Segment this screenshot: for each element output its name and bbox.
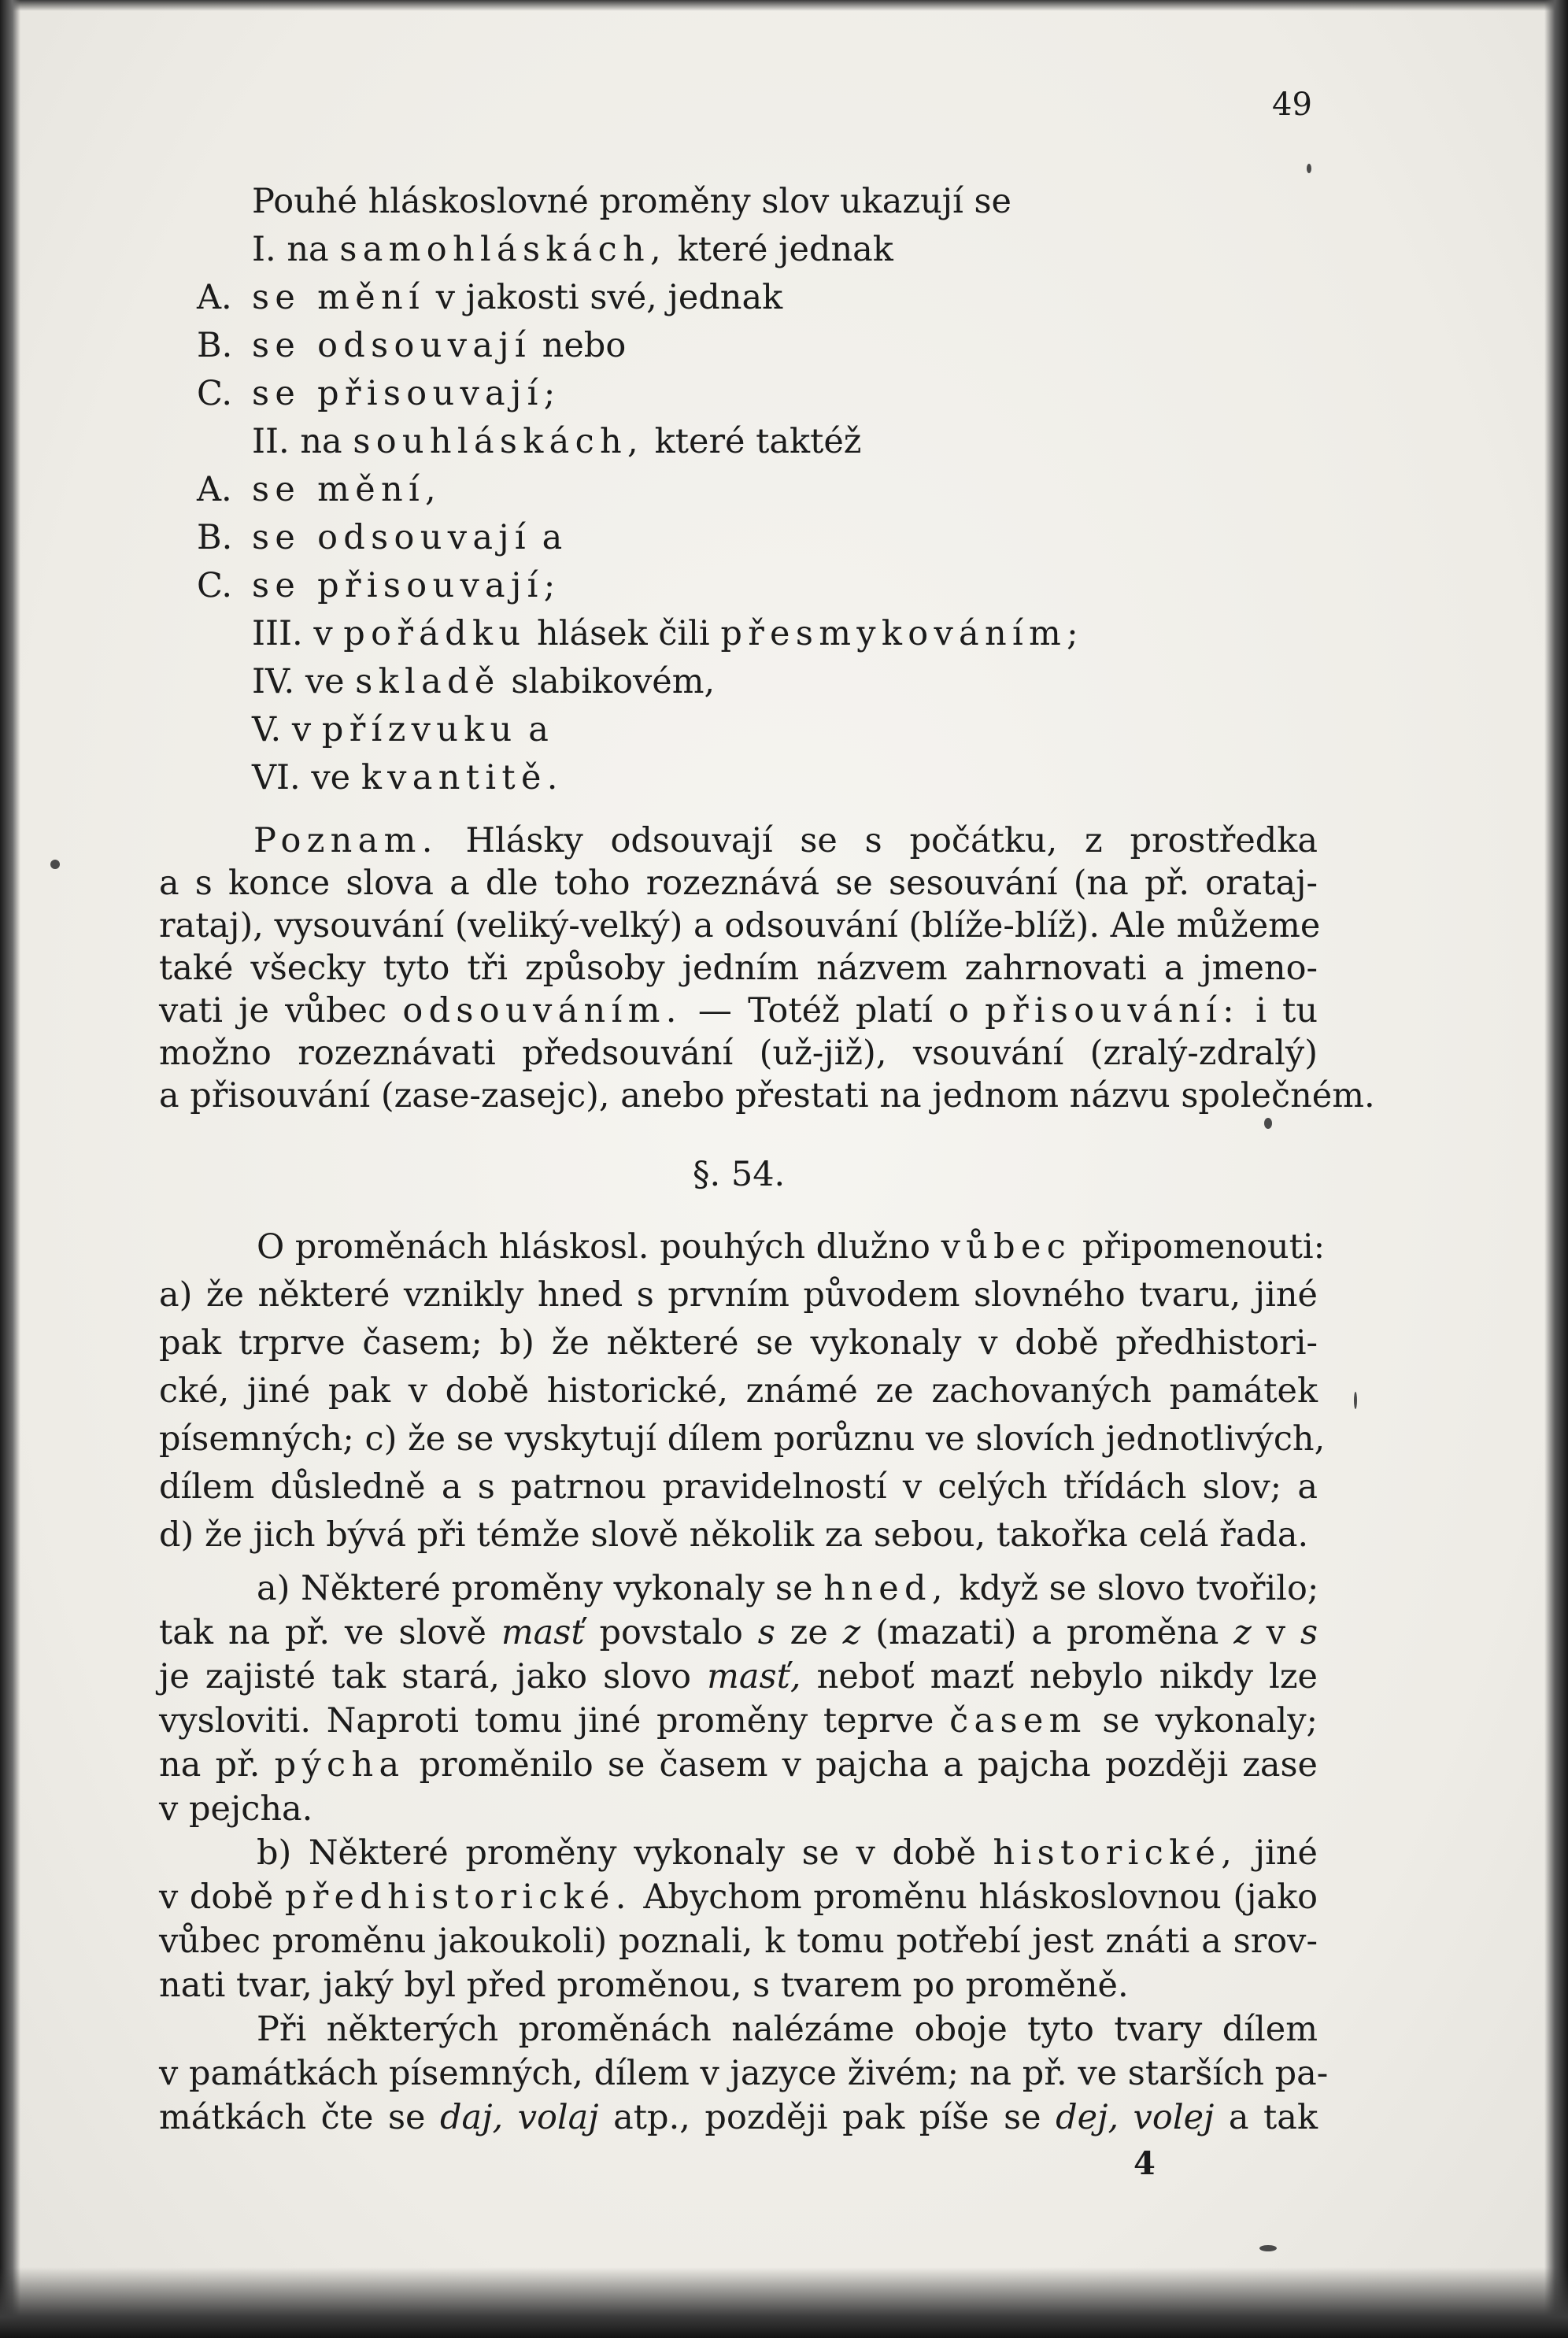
section-heading: §. 54.: [693, 1155, 786, 1194]
group-numeral: I.: [252, 230, 276, 269]
p2-line-5: [159, 1743, 1318, 1787]
dust-speck: [1264, 1118, 1272, 1129]
group-prefix: na: [300, 422, 342, 461]
signature-mark: 4: [1133, 2145, 1156, 2182]
item-term: pořádku: [343, 614, 527, 653]
p2-term: pýcha: [274, 1745, 405, 1785]
list-item: [252, 372, 561, 416]
p2-line-6: v pejcha.: [159, 1789, 313, 1829]
p4-italic: daj,: [440, 2098, 504, 2137]
p3-text: Abychom proměnu hláskoslovnou (jako: [643, 1877, 1318, 1917]
p4-italic: volaj: [517, 2098, 599, 2137]
note-line-5: [159, 989, 1318, 1033]
item-term: kvantitě.: [361, 758, 564, 797]
item-rest: hlásek čili: [537, 614, 710, 653]
list-item: [252, 516, 562, 560]
note-term: odsouváním.: [402, 991, 682, 1030]
p2-text: na př.: [159, 1745, 261, 1785]
item-numeral: VI.: [252, 758, 301, 797]
p2-line-4: [159, 1699, 1318, 1743]
p2-term: hned,: [823, 1569, 949, 1608]
p2-line-2: [159, 1611, 1318, 1655]
list-item: [252, 564, 561, 608]
p2-italic: masť: [501, 1613, 585, 1652]
p1-text: připomenouti:: [1082, 1227, 1326, 1267]
p3-line-2: [159, 1875, 1318, 1919]
list-intro: Pouhé hláskoslovné proměny slov ukazují se: [252, 182, 1012, 221]
p2-text: mazť: [930, 1657, 1014, 1696]
note-text: — Totéž platí o: [697, 991, 969, 1030]
p2-text: se vykonaly;: [1102, 1701, 1318, 1741]
p1-term: vůbec: [941, 1227, 1072, 1267]
p2-text: vysloviti. Naproti tomu jiné proměny teprve: [159, 1701, 934, 1741]
scan-edge-bottom: [0, 2267, 1568, 2338]
note-label: Poznam.: [253, 821, 438, 860]
p2-text: později zase: [1104, 1745, 1318, 1785]
note-text: Hlásky odsouvají se s počátku, z prostředka: [465, 821, 1318, 860]
p3-line-4: nati tvar, jaký byl před proměnou, s tvarem po proměně.: [159, 1966, 1129, 2005]
p1-line-2: a) že některé vznikly hned s prvním původem slovného tvaru, jiné: [159, 1275, 1318, 1315]
p2-italic: z: [1233, 1613, 1252, 1652]
page-number: 49: [1272, 87, 1312, 123]
list-group-1-heading: [252, 228, 893, 272]
dust-speck: [1259, 2245, 1277, 2251]
item-rest: nebo: [542, 326, 627, 365]
p2-text: povstalo: [599, 1613, 743, 1652]
item-rest: a: [528, 710, 549, 749]
note-term: přisouvání:: [985, 991, 1240, 1030]
list-item: [252, 324, 626, 368]
p2-italic: s: [1300, 1613, 1318, 1652]
group-term: souhláskách,: [353, 422, 644, 461]
item-term: přesmykováním;: [720, 614, 1084, 653]
item-numeral: IV.: [252, 662, 295, 701]
note-text: i tu: [1256, 991, 1318, 1030]
group-term: samohláskách,: [339, 230, 668, 269]
item-term: se mění: [252, 278, 426, 317]
list-item-v: [252, 708, 549, 752]
item-term: skladě: [355, 662, 501, 701]
p2-text: nebylo nikdy lze: [1030, 1657, 1318, 1696]
p3-text: jiné: [1254, 1833, 1318, 1873]
item-label: A.: [197, 470, 232, 509]
p1-text: O proměnách hláskosl. pouhých dlužno: [257, 1227, 930, 1267]
p4-line-1: Při některých proměnách nalézáme oboje tyto tvary dílem: [257, 2010, 1318, 2049]
p3-line-3: vůbec proměnu jakoukoli) poznali, k tomu potřebí jest znáti a srov-: [159, 1922, 1318, 1961]
list-item-iv: [252, 660, 715, 704]
p3-term: předhistorické.: [284, 1877, 632, 1917]
group-prefix: na: [287, 230, 329, 269]
dust-speck: [1354, 1392, 1357, 1409]
scan-edge-right: [1544, 0, 1568, 2338]
p4-line-3: [159, 2096, 1318, 2140]
p2-text: v: [1266, 1613, 1286, 1652]
item-term: se přisouvají;: [252, 374, 561, 413]
list-item: [252, 276, 782, 320]
dust-speck: [1307, 164, 1311, 173]
p2-italic: z: [842, 1613, 861, 1652]
p3-text: b) Některé proměny vykonaly se v době: [257, 1833, 976, 1873]
item-label: C.: [197, 566, 233, 605]
p4-text: mátkách čte se: [159, 2098, 426, 2137]
p2-term: časem: [949, 1701, 1087, 1741]
p2-text: (mazati) a proměna: [875, 1613, 1219, 1652]
item-numeral: V.: [252, 710, 282, 749]
p1-line-4: cké, jiné pak v době historické, známé ze zachovaných památek: [159, 1371, 1318, 1411]
p2-text: proměnilo se časem v: [419, 1745, 801, 1785]
p2-text: je zajisté tak stará, jako slovo: [159, 1657, 692, 1696]
p3-line-1: [257, 1831, 1318, 1875]
item-rest: slabikovém,: [511, 662, 716, 701]
p1-line-3: pak trprve časem; b) že některé se vykonaly v době předhistori-: [159, 1323, 1318, 1363]
item-label: B.: [197, 326, 233, 365]
item-term: přízvuku: [321, 710, 518, 749]
item-label: A.: [197, 278, 232, 317]
item-numeral: III.: [252, 614, 303, 653]
p2-text: a: [943, 1745, 963, 1785]
note-line-4: také všecky tyto tři způsoby jedním názvem zahrnovati a jmeno-: [159, 949, 1318, 988]
p2-italic: masť,: [707, 1657, 801, 1696]
group-suffix: které taktéž: [654, 422, 862, 461]
item-prefix: ve: [311, 758, 351, 797]
p2-line-3: [159, 1655, 1318, 1699]
p1-line-6: dílem důsledně a s patrnou pravidelností v celých třídách slov; a: [159, 1467, 1318, 1507]
p2-text: pajcha: [977, 1745, 1091, 1785]
item-term: se přisouvají;: [252, 566, 561, 605]
item-term: se mění,: [252, 470, 442, 509]
p4-italic: dej,: [1056, 2098, 1119, 2137]
item-label: B.: [197, 518, 233, 557]
p2-text: neboť: [816, 1657, 915, 1696]
p3-text: v době: [159, 1877, 274, 1917]
p2-line-1: [257, 1567, 1318, 1611]
item-label: C.: [197, 374, 233, 413]
note-line-1: [253, 819, 1318, 863]
p1-line-1: [257, 1225, 1326, 1269]
item-prefix: ve: [305, 662, 345, 701]
note-text: vati je vůbec: [159, 991, 387, 1030]
item-rest: v jakosti své, jednak: [435, 278, 783, 317]
list-item-vi: [252, 756, 564, 800]
dust-speck: [50, 860, 60, 869]
note-line-7: a přisouvání (zase-zasejc), anebo přestati na jednom názvu společném.: [159, 1076, 1375, 1115]
item-rest: a: [542, 518, 563, 557]
scan-edge-left: [0, 0, 20, 2338]
p4-text: atp., později pak píše se: [613, 2098, 1041, 2137]
p4-line-2: v památkách písemných, dílem v jazyce živém; na př. ve starších pa-: [159, 2054, 1329, 2093]
p2-text: a) Některé proměny vykonaly se: [257, 1569, 813, 1608]
p3-term: historické,: [993, 1833, 1238, 1873]
p2-text: ze: [790, 1613, 828, 1652]
p1-line-7: d) že jich bývá při témže slově několik za sebou, takořka celá řada.: [159, 1515, 1309, 1555]
note-line-6: možno rozeznávati předsouvání (už-již), vsouvání (zralý-zdralý): [159, 1034, 1318, 1073]
p4-italic: volej: [1133, 2098, 1215, 2137]
scan-edge-top: [0, 0, 1568, 11]
note-line-3: rataj), vysouvání (veliký-velký) a odsouvání (blíže-blíž). Ale můžeme: [159, 906, 1321, 945]
list-item-iii: [252, 612, 1084, 656]
p4-text: a tak: [1228, 2098, 1318, 2137]
item-prefix: v: [291, 710, 312, 749]
list-group-2-heading: [252, 420, 861, 464]
item-term: se odsouvají: [252, 326, 531, 365]
p2-text: pajcha: [815, 1745, 930, 1785]
p1-line-5: písemných; c) že se vyskytují dílem porůznu ve slovích jednotlivých,: [159, 1419, 1326, 1459]
p2-text: když se slovo tvořilo;: [959, 1569, 1319, 1608]
item-prefix: v: [313, 614, 333, 653]
group-suffix: které jednak: [677, 230, 893, 269]
group-numeral: II.: [252, 422, 290, 461]
p2-italic: s: [757, 1613, 775, 1652]
list-item: [252, 468, 442, 512]
item-term: se odsouvají: [252, 518, 531, 557]
note-line-2: a s konce slova a dle toho rozeznává se sesouvání (na př. orataj-: [159, 864, 1318, 903]
p2-text: tak na př. ve slově: [159, 1613, 486, 1652]
